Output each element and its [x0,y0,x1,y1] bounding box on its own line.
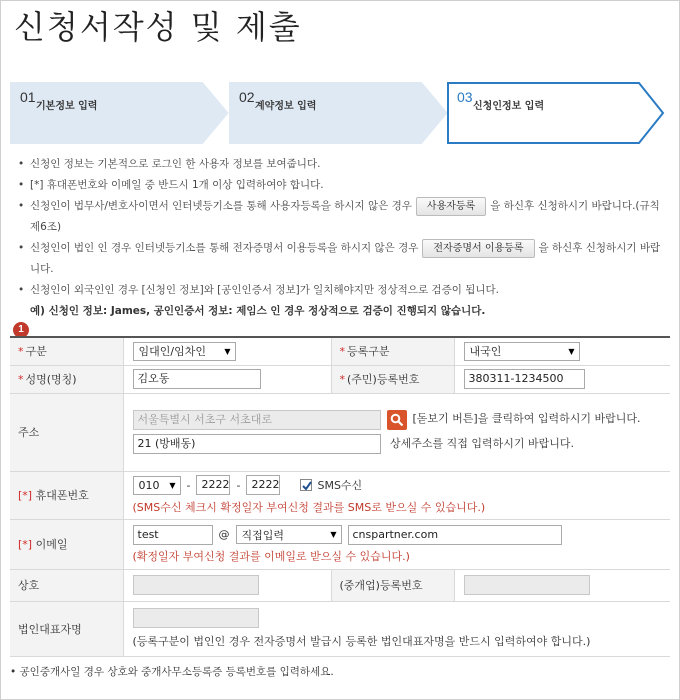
checkmark-icon [301,480,313,492]
rep-label-cell: 법인대표자명 [10,601,123,656]
reg-gubun-cell [454,337,670,365]
note-example: 예) 신청인 정보: James, 공인인증서 정보: 제임스 인 경우 정상적으로 검증이 진행되지 않습니다. [30,305,486,317]
note-item: • 신청인이 법무사/변호사이면서 인터넷등기소를 통해 사용자등록을 하시지 않은 경우 사용자등록 을 하신후 신청하시기 바랍니다.(규칙 제6조) [18,196,663,238]
phone-last-input[interactable]: 2222 [246,475,280,495]
name-label-cell: * 성명(명칭) [10,365,123,393]
note-item: • 신청인이 외국인인 경우 [신청인 정보]와 [공인인증서 정보]가 일치해야지만 정상적으로 검증이 됩니다. [18,280,663,301]
address-input[interactable]: 서울특별시 서초구 서초대로 [133,410,381,430]
table-row [10,393,670,471]
rep-cell [123,601,670,656]
at-sign: @ [218,528,230,541]
email-domain-input[interactable]: cnspartner.com [348,525,562,545]
search-icon [390,413,404,427]
phone-middle-input[interactable]: 2222 [196,475,230,495]
address-label-cell: 주소 [10,393,123,471]
applicant-form-table [10,336,670,657]
page-title: 신청서작성 및 제출 [14,8,302,46]
note-item: • 신청인이 법인 인 경우 인터넷등기소를 통해 전자증명서 이용등록을 하시지 않은 경우 전자증명서 이용등록 을 하신후 신청하시기 바랍니다. [18,238,663,280]
table-row [10,337,670,365]
user-register-button[interactable]: 사용자등록 [416,197,486,216]
table-row [10,569,670,601]
step-1-number: 01 [20,89,36,105]
email-id-input[interactable]: test [133,525,213,545]
broker-reg-cell [454,569,670,601]
step-3-label: 신청인정보 입력 [473,101,545,112]
reg-gubun-label-cell: * 등록구분 [331,337,454,365]
email-domain-select[interactable]: 직접입력 ▼ [236,525,342,544]
sms-checkbox[interactable] [300,479,312,491]
table-row [10,519,670,569]
sms-label: SMS수신 [317,479,363,492]
step-3-number: 03 [457,89,473,105]
sms-hint: (SMS수신 체크시 확정일자 부여신청 결과를 SMS로 받으실 수 있습니다.) [132,501,486,514]
email-cell [123,519,670,569]
table-row [10,601,670,656]
note-item: • 신청인 정보는 기본적으로 로그인 한 사용자 정보를 보여줍니다. [18,154,663,175]
rep-hint: (등록구분이 법인인 경우 전자증명서 발급시 등록한 법인대표자명을 반드시 입력하여야 합니다.) [132,635,591,648]
phone-label-cell: [*] 휴대폰번호 [10,471,123,519]
phone-prefix-select[interactable]: 010 ▼ [133,476,181,495]
gubun-cell [123,337,331,365]
rep-name-input[interactable] [133,608,259,628]
name-cell [123,365,331,393]
reg-no-label-cell: * (주민)등록번호 [331,365,454,393]
address-hint: [돋보기 버튼]을 클릭하여 입력하시기 바랍니다. [412,412,641,425]
step-2-label: 계약정보 입력 [255,101,317,112]
chevron-down-icon: ▼ [224,346,231,356]
gubun-label-cell: * 구분 [10,337,123,365]
company-label-cell: 상호 [10,569,123,601]
broker-reg-label-cell: (중개업)등록번호 [331,569,454,601]
broker-reg-input[interactable] [464,575,590,595]
step-1 [10,82,230,144]
email-label-cell: [*] 이메일 [10,519,123,569]
chevron-down-icon: ▼ [330,530,337,539]
address-search-button[interactable] [387,410,407,430]
chevron-down-icon: ▼ [568,346,575,356]
company-cell [123,569,331,601]
gubun-select[interactable]: 임대인/임차인 ▼ [133,342,236,361]
step-1-label: 기본정보 입력 [36,101,98,112]
step-2-number: 02 [239,89,255,105]
note-item: • [*] 휴대폰번호와 이메일 중 반드시 1개 이상 입력하여야 합니다. [18,175,663,196]
phone-cell: 010 ▼ - 2222 - 2222 SMS수신 (SMS수신 체크시 확정일자 부여신청 결과를 SMS로 받으실 수 있습니다.) [123,471,670,519]
chevron-down-icon: ▼ [169,480,176,490]
step-1-shape [10,82,230,144]
company-input[interactable] [133,575,259,595]
e-cert-register-button[interactable]: 전자증명서 이용등록 [422,239,534,258]
name-input[interactable]: 김오동 [133,369,261,389]
reg-no-cell [454,365,670,393]
step-2 [229,82,449,144]
bottom-note: • 공인중개사일 경우 상호와 중개사무소등록증 등록번호를 입력하세요. [10,666,334,678]
step-2-shape [229,82,449,144]
address-detail-input[interactable]: 21 (방배동) [133,434,381,454]
address-detail-hint: 상세주소를 직접 입력하시기 바랍니다. [390,437,575,450]
table-row [10,365,670,393]
reg-no-input[interactable]: 380311-1234500 [464,369,585,389]
reg-gubun-select[interactable]: 내국인 ▼ [464,342,580,361]
section-number-badge: 1 [13,322,29,338]
guide-notes [18,154,663,322]
table-row [10,471,670,519]
address-cell [123,393,670,471]
step-3-shape [447,82,667,144]
email-hint: (확정일자 부여신청 결과를 이메일로 받으실 수 있습니다.) [132,549,410,563]
step-3-current [447,82,667,144]
